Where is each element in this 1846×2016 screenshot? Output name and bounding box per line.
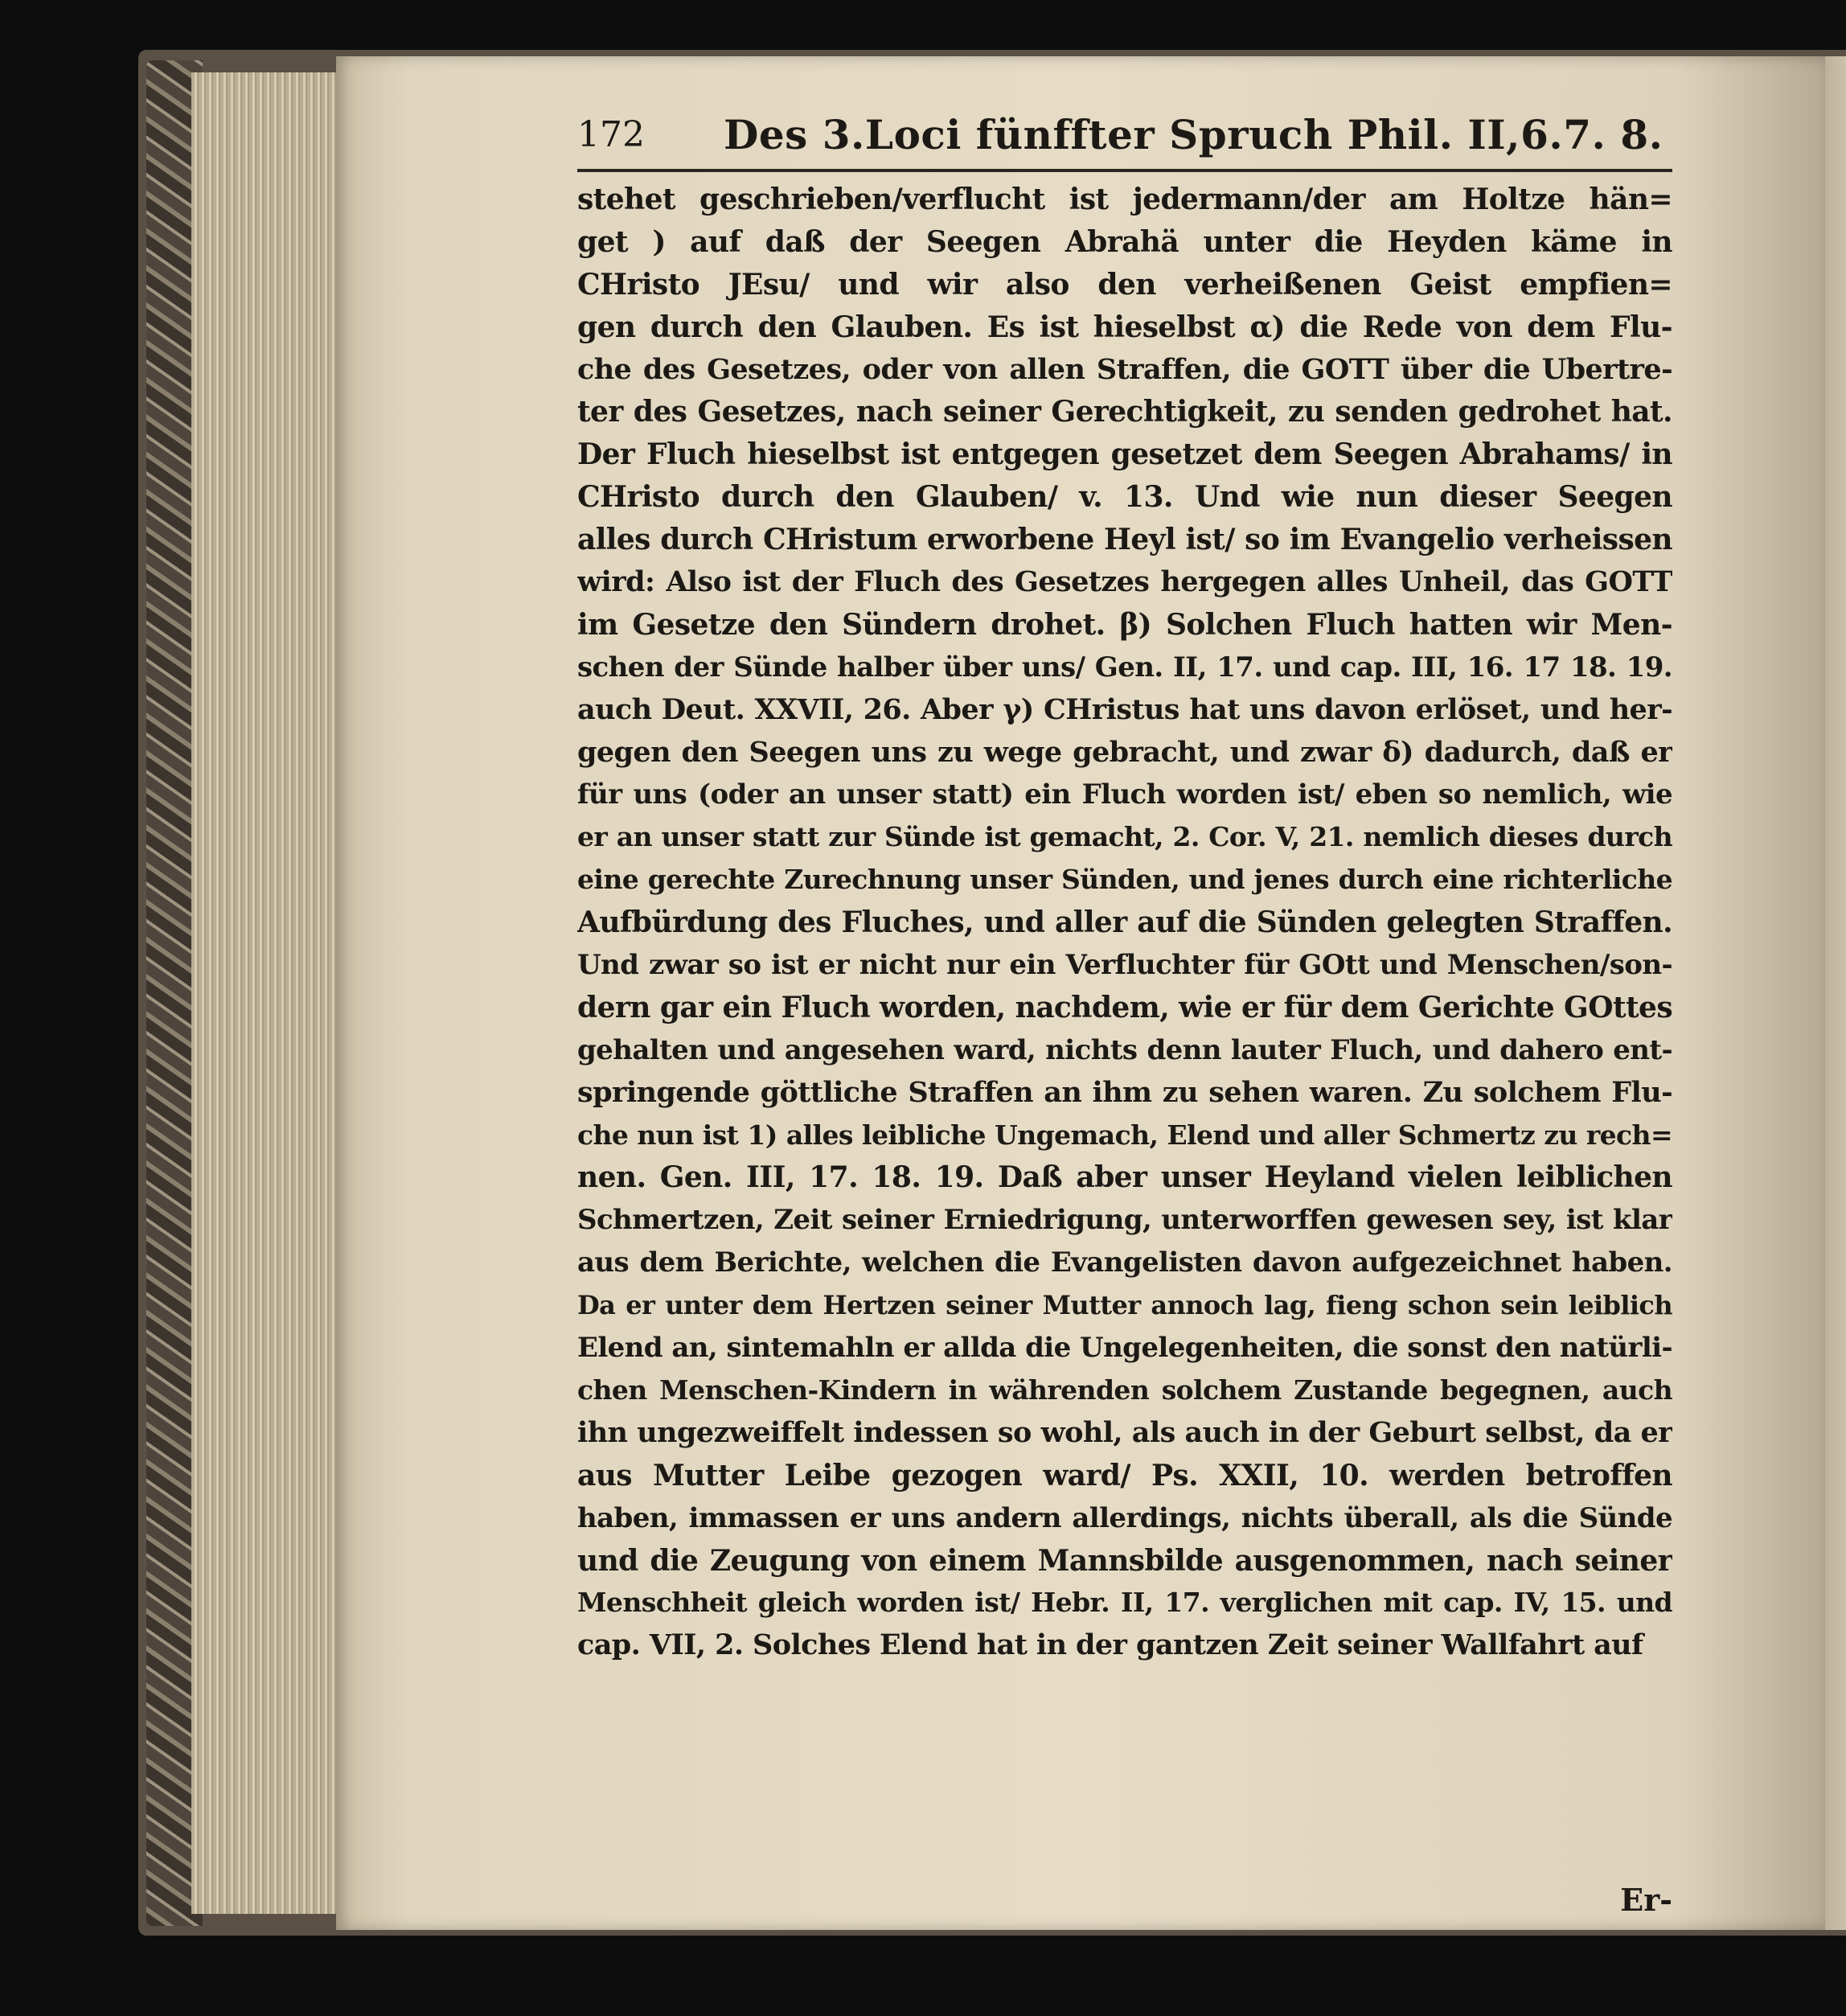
text-line: und die Zeugung von einem Mannsbilde ausgenommen, nach seiner: [577, 1543, 1672, 1578]
page-header: [577, 111, 1672, 161]
text-line: CHristo JEsu/ und wir also den verheißenen Geist empfien=: [577, 267, 1672, 302]
text-line: springende göttliche Straffen an ihm zu sehen waren. Zu solchem Flu-: [577, 1075, 1672, 1109]
text-line: che nun ist 1) alles leibliche Ungemach, Elend und aller Schmertz zu rech=: [577, 1119, 1672, 1151]
text-line: Menschheit gleich worden ist/ Hebr. II, 17. verglichen mit cap. IV, 15. und: [577, 1587, 1672, 1619]
text-line: get ) auf daß der Seegen Abrahä unter die Heyden käme in: [577, 224, 1672, 259]
text-line: für uns (oder an unser statt) ein Fluch worden ist/ eben so nemlich, wie: [577, 778, 1672, 811]
running-head: Des 3.Loci fünffter Spruch Phil. II,6.7. 8.: [724, 111, 1663, 158]
text-line: Da er unter dem Hertzen seiner Mutter annoch lag, fieng schon sein leiblich: [577, 1290, 1672, 1321]
text-line: auch Deut. XXVII, 26. Aber γ) CHristus hat uns davon erlöset, und her-: [577, 692, 1672, 726]
text-line: er an unser statt zur Sünde ist gemacht, 2. Cor. V, 21. nemlich dieses durch: [577, 821, 1672, 853]
page-edges: [191, 72, 340, 1914]
text-line: schen der Sünde halber über uns/ Gen. II, 17. und cap. III, 16. 17 18. 19.: [577, 651, 1672, 684]
text-line: Aufbürdung des Fluches, und aller auf die Sünden gelegten Straffen.: [577, 905, 1672, 940]
text-line: alles durch CHristum erworbene Heyl ist/ so im Evangelio verheissen: [577, 523, 1672, 557]
text-line: aus dem Berichte, welchen die Evangelisten davon aufgezeichnet haben.: [577, 1246, 1672, 1279]
text-line: Elend an, sintemahln er allda die Ungelegenheiten, die sonst den natürli-: [577, 1332, 1672, 1365]
text-line: che des Gesetzes, oder von allen Straffen, die GOTT über die Ubertre-: [577, 352, 1672, 386]
header-rule: [577, 169, 1672, 172]
text-line: cap. VII, 2. Solches Elend hat in der gantzen Zeit seiner Wallfahrt auf: [577, 1628, 1643, 1662]
text-line: dern gar ein Fluch worden, nachdem, wie er für dem Gerichte GOttes: [577, 990, 1672, 1024]
text-line: eine gerechte Zurechnung unser Sünden, und jenes durch eine richterliche: [577, 864, 1672, 896]
text-line: aus Mutter Leibe gezogen ward/ Ps. XXII, 10. werden betroffen: [577, 1458, 1672, 1492]
text-line: wird: Also ist der Fluch des Gesetzes hergegen alles Unheil, das GOTT: [577, 565, 1672, 599]
text-line: Der Fluch hieselbst ist entgegen gesetzet dem Seegen Abrahams/ in: [577, 437, 1672, 472]
text-line: CHristo durch den Glauben/ v. 13. Und wie nun dieser Seegen: [577, 480, 1672, 515]
text-line: gen durch den Glauben. Es ist hieselbst α) die Rede von dem Flu-: [577, 310, 1672, 344]
text-line: Und zwar so ist er nicht nur ein Verfluchter für GOtt und Menschen/son-: [577, 949, 1672, 982]
text-line: chen Menschen-Kindern in währenden solchem Zustande begegnen, auch: [577, 1373, 1672, 1406]
text-line: gegen den Seegen uns zu wege gebracht, und zwar δ) dadurch, daß er: [577, 735, 1672, 769]
page-number: 172: [577, 114, 645, 155]
body-text: [577, 179, 1672, 1667]
text-line: stehet geschrieben/verflucht ist jedermann/der am Holtze hän=: [577, 183, 1672, 216]
text-line: im Gesetze den Sündern drohet. β) Solchen Fluch hatten wir Men-: [577, 607, 1672, 642]
text-line: Schmertzen, Zeit seiner Erniedrigung, unterworffen gewesen sey, ist klar: [577, 1204, 1672, 1237]
text-line: haben, immassen er uns andern allerdings, nichts überall, als die Sünde: [577, 1501, 1672, 1534]
text-line: ihn ungezweiffelt indessen so wohl, als auch in der Geburt selbst, da er: [577, 1415, 1672, 1449]
text-line: ter des Gesetzes, nach seiner Gerechtigkeit, zu senden gedrohet hat.: [577, 395, 1672, 429]
catchword: Er-: [1620, 1882, 1672, 1918]
text-line: gehalten und angesehen ward, nichts denn lauter Fluch, und dahero ent-: [577, 1033, 1672, 1066]
text-line: nen. Gen. III, 17. 18. 19. Daß aber unser Heyland vielen leiblichen: [577, 1160, 1672, 1195]
